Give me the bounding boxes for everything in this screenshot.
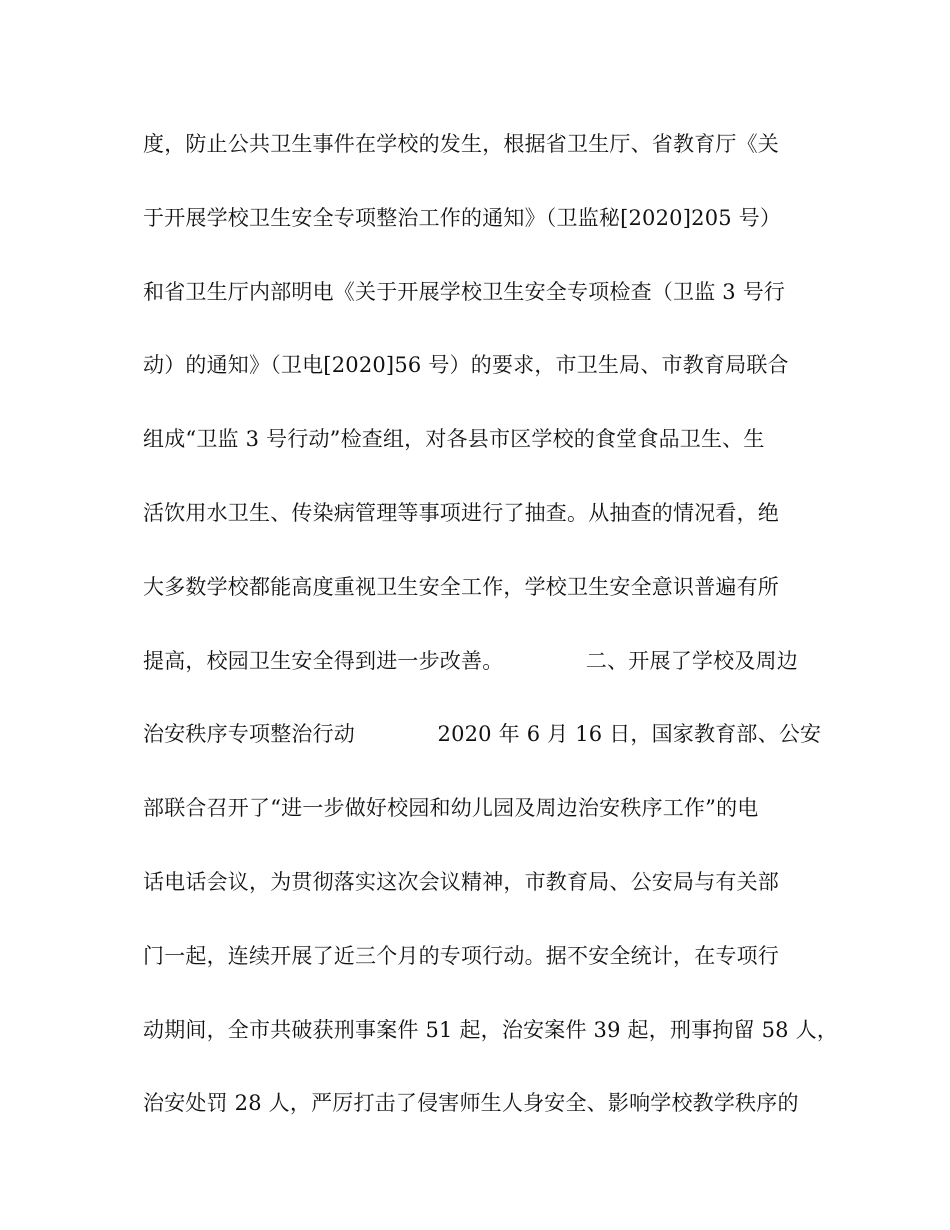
text-line: 大多数学校都能高度重视卫生安全工作，学校卫生安全意识普遍有所 <box>143 574 779 599</box>
text-line: 动期间，全市共破获刑事案件 51 起，治安案件 39 起，刑事拘留 58 人， <box>143 1017 839 1042</box>
text-line: 门一起，连续开展了近三个月的专项行动。据不安全统计，在专项行 <box>143 943 779 968</box>
text-line: 组成“卫监 3 号行动”检查组，对各县市区学校的食堂食品卫生、生 <box>143 427 765 452</box>
text-line: 活饮用水卫生、传染病管理等事项进行了抽查。从抽查的情况看，绝 <box>143 500 779 525</box>
text-line: 动）的通知》（卫电[2020]56 号）的要求，市卫生局、市教育局联合 <box>143 353 789 378</box>
text-line: 度，防止公共卫生事件在学校的发生，根据省卫生厅、省教育厅《关 <box>143 132 779 156</box>
text-line: 话电话会议，为贯彻落实这次会议精神，市教育局、公安局与有关部 <box>143 869 779 894</box>
text-line: 提高，校园卫生安全得到进一步改善。 二、开展了学校及周边 <box>143 648 798 673</box>
text-line: 部联合召开了“进一步做好校园和幼儿园及周边治安秩序工作”的电 <box>143 796 759 821</box>
text-line: 治安秩序专项整治行动 2020 年 6 月 16 日，国家教育部、公安 <box>143 722 822 747</box>
body-text <box>143 124 839 1157</box>
text-line: 于开展学校卫生安全专项整治工作的通知》（卫监秘[2020]205 号） <box>143 205 782 230</box>
text-line: 和省卫生厅内部明电《关于开展学校卫生安全专项检查（卫监 3 号行 <box>143 279 786 304</box>
text-line: 治安处罚 28 人，严厉打击了侵害师生人身安全、影响学校教学秩序的 <box>143 1091 799 1116</box>
